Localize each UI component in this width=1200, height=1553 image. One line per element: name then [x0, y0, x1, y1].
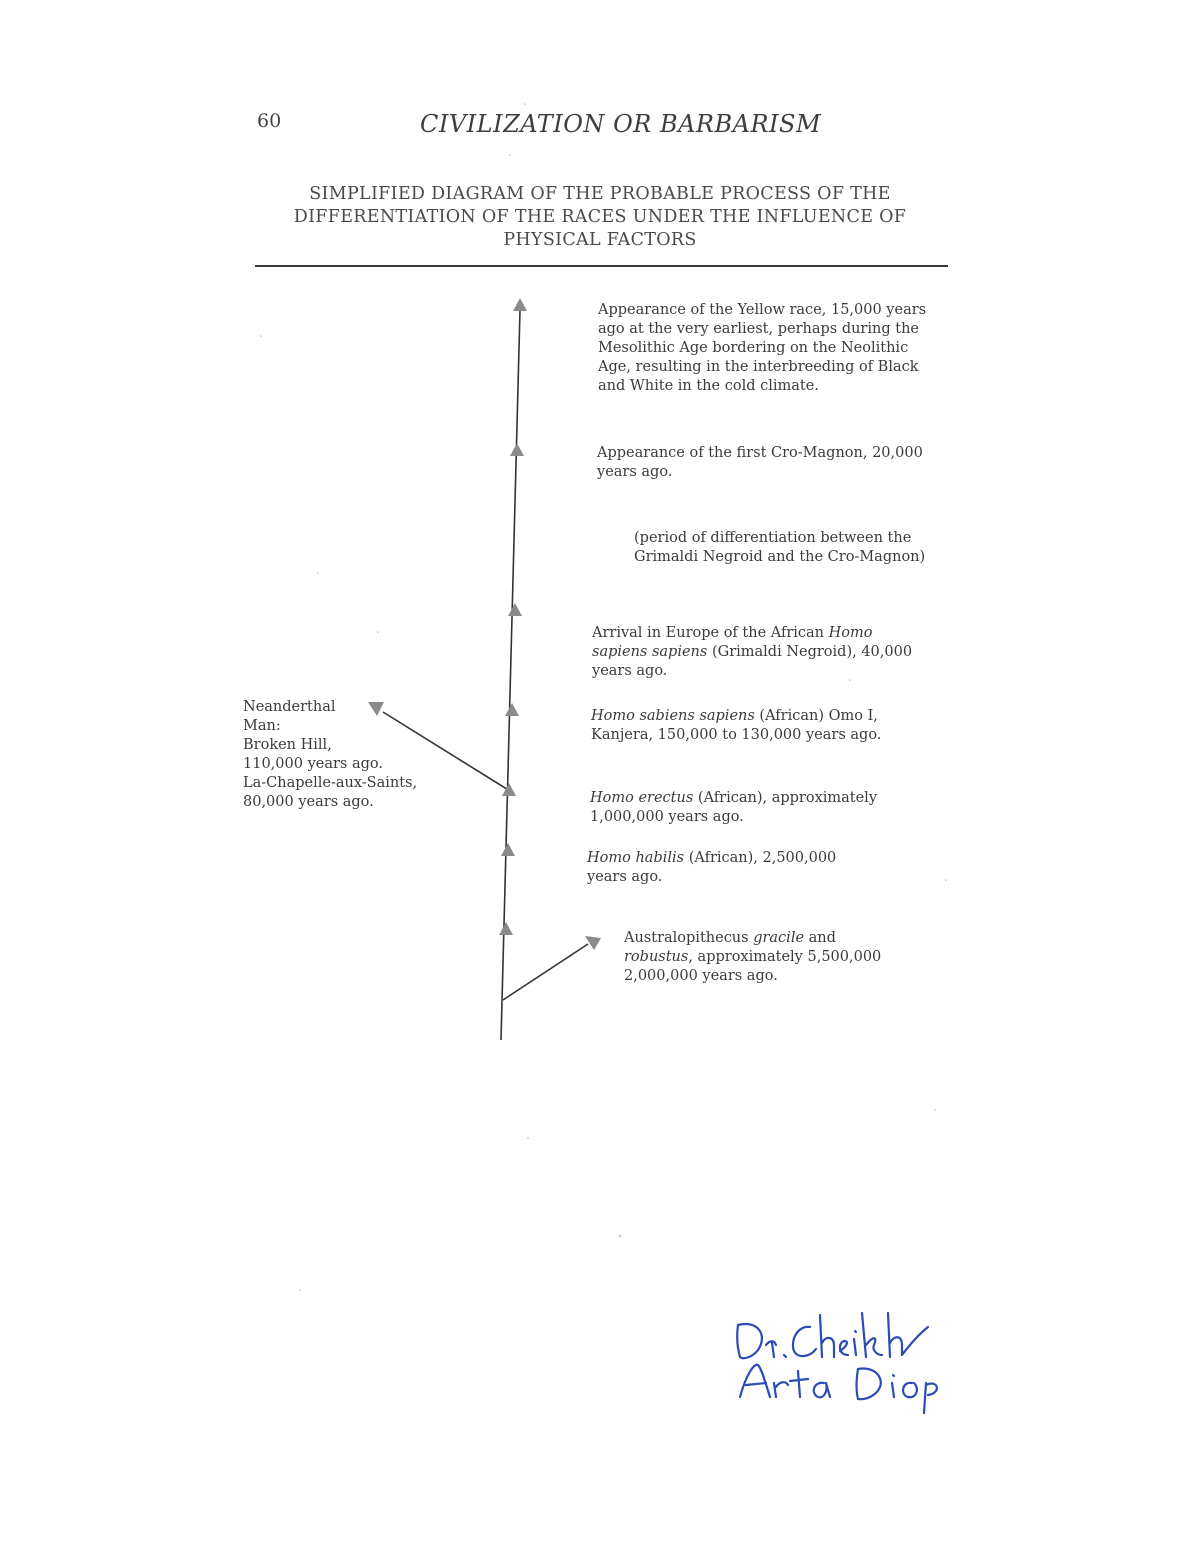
node-homo-erectus	[590, 789, 950, 827]
signature-stroke	[814, 1383, 830, 1398]
australopithecus-branch-line	[503, 944, 588, 1000]
scan-speck	[377, 631, 379, 633]
signature-stroke	[820, 1315, 834, 1357]
arrowhead-grimaldi	[508, 603, 522, 616]
signature-stroke	[737, 1324, 762, 1358]
signature-stroke	[840, 1341, 848, 1355]
node-australopithecus-em2: robustus	[624, 949, 689, 965]
handwritten-signature	[728, 1305, 968, 1415]
signature-stroke	[784, 1355, 786, 1357]
arrowhead-erectus	[502, 783, 516, 796]
node-homo-habilis	[587, 849, 947, 887]
arrowhead-base	[499, 922, 513, 935]
scan-speck	[509, 154, 511, 156]
node-australopithecus-em1: gracile	[753, 930, 805, 946]
scan-speck	[260, 335, 262, 337]
signature-stroke	[888, 1313, 928, 1357]
signature-stroke	[766, 1341, 776, 1357]
running-head: CIVILIZATION OR BARBARISM	[420, 110, 822, 138]
node-australopithecus-pre: Australopithecus	[624, 930, 754, 946]
signature-stroke	[857, 1369, 881, 1400]
scan-speck	[619, 1235, 621, 1237]
page-number: 60	[257, 110, 282, 132]
node-homo-sapiens-post: (African) Omo I, Kanjera, 150,000 to 130,000 years ago.	[591, 708, 882, 743]
node-homo-sapiens-em: Homo sabiens sapiens	[591, 708, 755, 724]
arrowhead-australopithecus	[585, 936, 601, 950]
node-yellow-race: Appearance of the Yellow race, 15,000 years ago at the very earliest, perhaps during the Mesolithic Age bordering on the Neolithic Age, resulting in the interbreeding of Black and White in the cold climate.	[598, 302, 927, 394]
scan-speck	[524, 103, 526, 105]
node-homo-habilis-post: (African), 2,500,000 years ago.	[587, 850, 837, 885]
signature-stroke	[740, 1365, 770, 1397]
node-grimaldi-em1: Homo	[828, 625, 873, 641]
scan-speck	[527, 1137, 529, 1139]
signature-stroke	[924, 1383, 937, 1413]
node-neanderthal: Neanderthal Man: Broken Hill, 110,000 years ago. La-Chapelle-aux-Saints, 80,000 years ago.	[243, 699, 418, 810]
scan-speck	[934, 1109, 936, 1111]
signature-stroke	[790, 1371, 808, 1397]
figure-title: SIMPLIFIED DIAGRAM OF THE PROBABLE PROCESS OF THE DIFFERENTIATION OF THE RACES UNDER THE INFLUENCE OF PHYSICAL FACTORS	[293, 184, 907, 250]
node-homo-erectus-em: Homo erectus	[590, 790, 694, 806]
node-grimaldi	[592, 605, 952, 681]
signature-stroke	[854, 1331, 856, 1355]
node-cro-magnon: Appearance of the first Cro-Magnon, 20,000 years ago.	[597, 445, 923, 480]
node-differentiation-period: (period of differentiation between the Grimaldi Negroid and the Cro-Magnon)	[634, 530, 926, 565]
signature-stroke	[774, 1382, 788, 1397]
signature-stroke	[862, 1313, 882, 1357]
node-grimaldi-post: (Grimaldi Negroid), 40,000 years ago.	[592, 644, 913, 679]
arrowhead-habilis	[501, 843, 515, 856]
signature-stroke	[892, 1375, 894, 1397]
arrowhead-sapiens	[505, 703, 519, 716]
node-homo-erectus-post: (African), approximately 1,000,000 years ago.	[590, 790, 878, 825]
node-grimaldi-em2: sapiens sapiens	[592, 644, 708, 660]
scan-speck	[317, 572, 319, 574]
node-homo-habilis-em: Homo habilis	[587, 850, 685, 866]
signature-stroke	[903, 1383, 917, 1397]
node-australopithecus-mid: and	[808, 930, 836, 946]
node-grimaldi-pre: Arrival in Europe of the African	[592, 625, 829, 641]
node-australopithecus-post: , approximately 5,500,000 2,000,000 years ago.	[624, 949, 882, 984]
scan-speck	[299, 1289, 301, 1291]
node-australopithecus	[624, 929, 984, 986]
signature-stroke	[793, 1327, 816, 1356]
node-homo-sapiens	[591, 707, 951, 745]
arrowhead-cro-magnon	[510, 443, 524, 456]
arrowhead-yellow	[513, 298, 527, 311]
